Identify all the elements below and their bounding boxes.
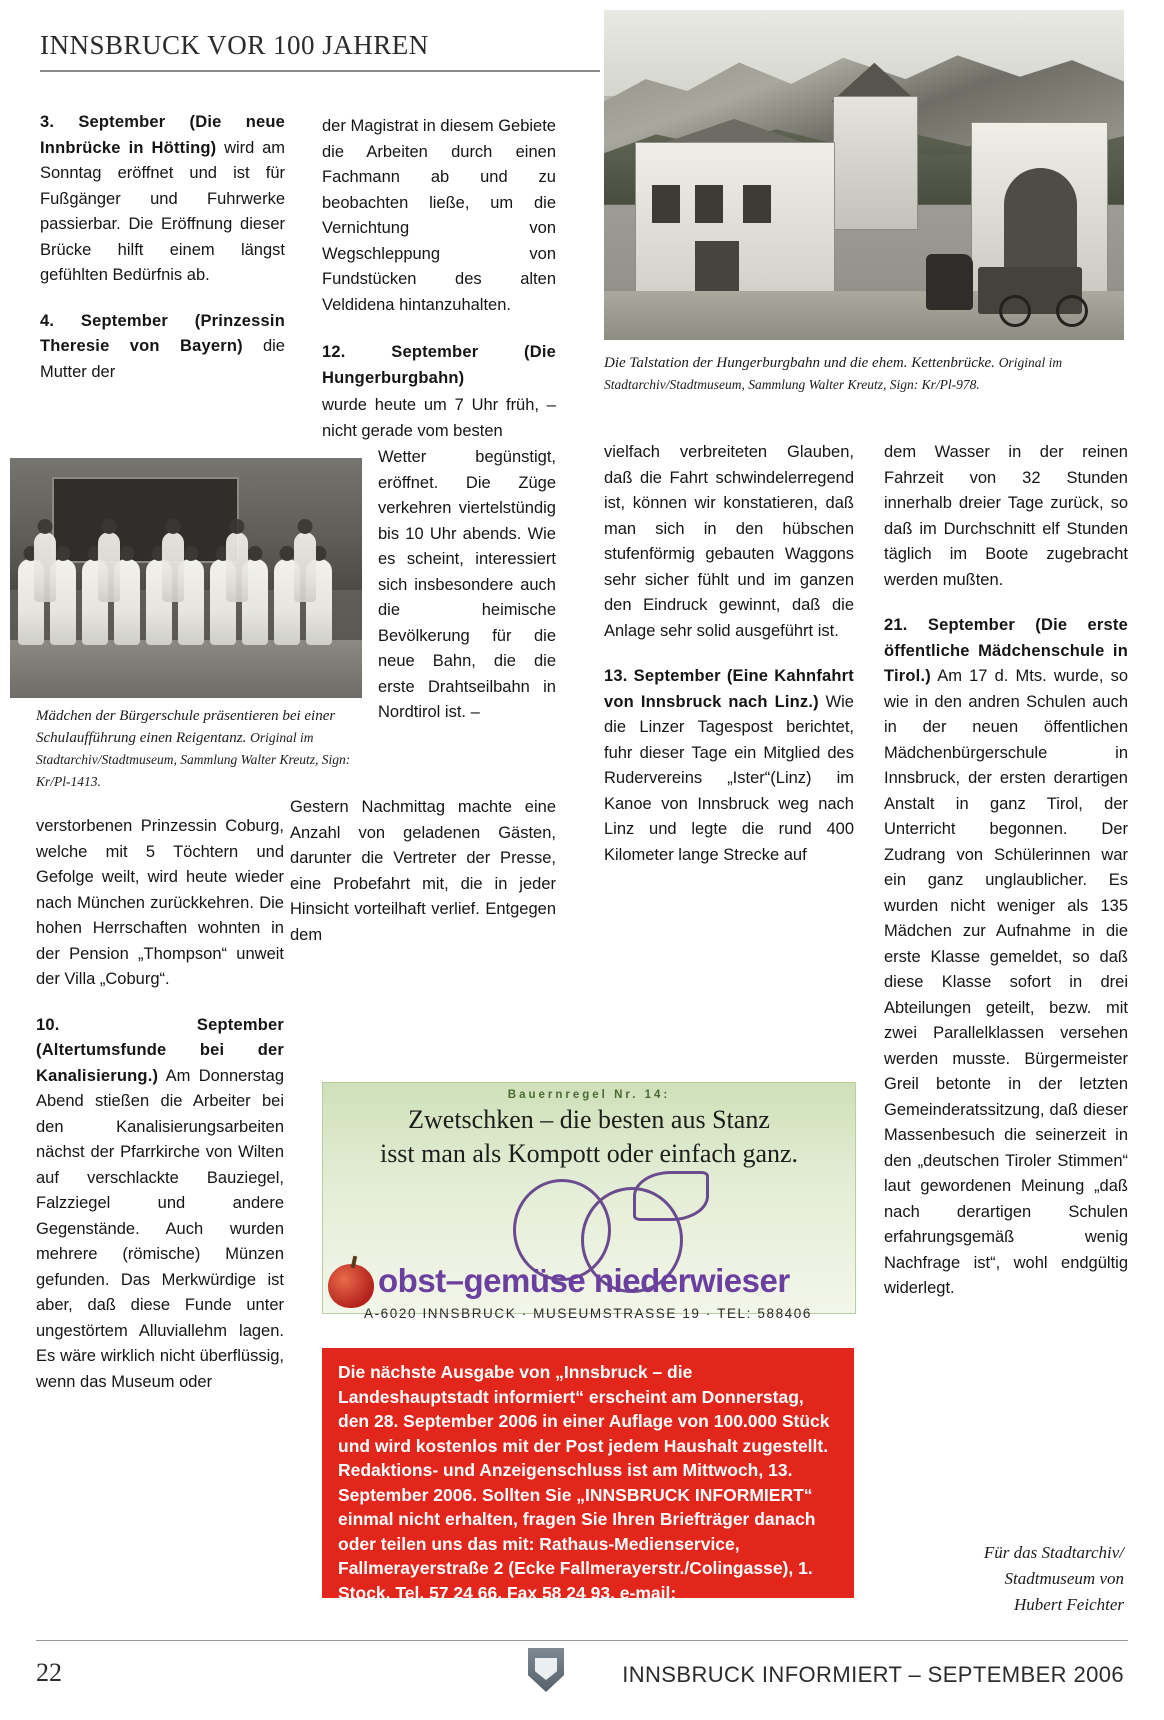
caption-hungerburgbahn bbox=[604, 352, 1124, 396]
column-2-top bbox=[322, 114, 556, 318]
photo-window bbox=[695, 185, 723, 223]
entry-body-4-sept: die Mutter der bbox=[40, 337, 285, 381]
photo-tower bbox=[833, 96, 918, 230]
entry-lead-4-sept: 4. September (Prinzessin Theresie von Bayern) bbox=[40, 311, 285, 355]
signature-line-2: Stadtmuseum von bbox=[1004, 1569, 1124, 1588]
photo-horse bbox=[926, 254, 973, 310]
apple-icon bbox=[328, 1264, 374, 1308]
entry-lead-21-sept: 21. September (Die erste öffentliche Mädchenschule in Tirol.) bbox=[884, 616, 1128, 685]
entry-body-continued-3: vielfach verbreiteten Glauben, daß die Fahrt schwindelerregend ist, können wir konstatieren, daß man sich in den hübschen stufenförmig gebauten Waggons sehr sicher fühlt und im ganzen den Eindruck gewinnt, daß die Anlage sehr solid ausgeführt ist. bbox=[604, 443, 854, 640]
entry-body-12-sept-b: Wetter begünstigt, eröffnet. Die Züge verkehren viertelstündig bis 10 Uhr abends. Wie es scheint, interessiert sich insbesondere auch die heimische Bevölkerung für die neue Bahn, die die erste Drahtseilbahn in Nordtirol ist. – bbox=[378, 448, 556, 721]
page-title: INNSBRUCK VOR 100 JAHREN bbox=[40, 30, 429, 60]
photo-girl bbox=[162, 532, 184, 602]
ad-obst-address: A-6020 INNSBRUCK · MUSEUMSTRASSE 19 · TEL: 588406 bbox=[363, 1306, 813, 1321]
ad-bauernregel-title: Bauernregel Nr. 14: bbox=[507, 1089, 671, 1101]
page-number: 22 bbox=[36, 1658, 62, 1687]
footer-divider bbox=[36, 1640, 1128, 1641]
entry-lead-10-sept: 10. September (Altertumsfunde bei der Kanalisierung.) bbox=[36, 1015, 284, 1085]
caption-text: Die Talstation der Hungerburgbahn und die ehem. Kettenbrücke. bbox=[604, 355, 995, 371]
entry-lead-13-sept: 13. September (Eine Kahnfahrt von Innsbruck nach Linz.) bbox=[604, 667, 854, 711]
photo-girl bbox=[226, 532, 248, 602]
city-crest-icon bbox=[528, 1648, 564, 1692]
caption-source: Original im Stadtarchiv/Stadtmuseum, Sammlung Walter Kreutz, Sign: Kr/Pl-978. bbox=[604, 355, 1063, 392]
signature-block bbox=[824, 1540, 1124, 1618]
column-2-lead bbox=[322, 340, 556, 391]
column-3 bbox=[604, 440, 854, 868]
entry-body-4-sept-cont: verstorbenen Prinzessin Coburg, welche mit 5 Töchtern und Gefolge weilt, wird heute wieder nach München zurückkehren. Die hohen Herrschaften wohnten in der Pension „Thompson“ unweit der Villa „Coburg“. bbox=[36, 817, 284, 988]
entry-body-12-sept-a: wurde heute um 7 Uhr früh, – nicht gerade vom besten bbox=[322, 396, 556, 440]
column-4 bbox=[884, 440, 1128, 1302]
photo-cart-wheel bbox=[999, 295, 1031, 327]
leaf-icon bbox=[633, 1171, 709, 1221]
photo-stage-backdrop bbox=[52, 477, 239, 563]
caption-text: Mädchen der Bürgerschule präsentieren bei einer Schulaufführung einen Reigentanz. bbox=[36, 708, 336, 746]
entry-body-3-sept: wird am Sonntag eröffnet und ist für Fußgänger und Fuhrwerke passierbar. Die Eröffnung dieser Brücke hilft einem längst gefühlten Bedürfnis ab. bbox=[40, 138, 285, 284]
entry-body-continued-4: dem Wasser in der reinen Fahrzeit von 32 Stunden innerhalb dreier Tage zurück, so daß im Durchschnitt elf Stunden täglich im Boote zugebracht werden mußten. bbox=[884, 443, 1128, 589]
header-divider bbox=[40, 70, 600, 72]
entry-body-13-sept: Wie die Linzer Tagespost berichtet, fuhr dieser Tage ein Mitglied des Rudervereins „Ister“(Linz) im Kanoe von Innsbruck weg nach Linz und legte die rund 400 Kilometer lange Strecke auf bbox=[604, 692, 854, 864]
entry-body-21-sept: Am 17 d. Mts. wurde, so wie in den andren Schulen auch in der neuen öffentlichen Mädchenbürgerschule in Innsbruck, der ersten derartigen Anstalt in ganz Tirol, der Unterricht begonnen. Der Zudrang von Schülerinnen war ein ganz unglaublicher. Es wurden nicht weniger als 135 Mädchen zur Aufnahme in die erste Klasse gemeldet, so daß diese Klasse sofort in drei Abteilungen geteilt, bezw. mit zwei Parallelklassen versehen werden musste. Bürgermeister Greil betonte in der letzten Gemeinderatssitzung, daß dieser Massenbesuch die seinerzeit in den „deutschen Tiroler Stimmen“ laut gewordenen Meinung „daß nach derartigen Schulen erfahrungsgemäß wenig Nachfrage ist“, wohl endgültig widerlegt. bbox=[884, 667, 1128, 1297]
entry-lead-3-sept: 3. September (Die neue Innbrücke in Hötting) bbox=[40, 113, 285, 157]
ad-next-issue-text: Die nächste Ausgabe von „Innsbruck – die Landeshauptstadt informiert“ erscheint am Donnerstag, den 28. September 2006 in einer Auflage von 100.000 Stück und wird kostenlos mit der Post jedem Haushalt zugestellt. Redaktions- und Anzeigenschluss ist am Mittwoch, 13. September 2006. Sollten Sie „INNSBRUCK INFORMIERT“ einmal nicht erhalten, fragen Sie Ihren Briefträger danach oder teilen uns das mit: Rathaus-Medienservice, Fallmerayerstraße 2 (Ecke Fallmerayerstr./Colingasse), 1. Stock, Tel. 57 24 66, Fax 58 24 93, e-mail: medienservice@magibk.at bbox=[338, 1362, 830, 1627]
ad-next-issue-box[interactable] bbox=[322, 1348, 854, 1627]
column-2-body-b bbox=[378, 445, 556, 726]
photo-hungerburgbahn-station bbox=[604, 10, 1124, 340]
caption-source: Original im Stadtarchiv/Stadtmuseum, Sammlung Walter Kreutz, Sign: Kr/Pl-1413. bbox=[36, 730, 351, 789]
ad-bauernregel-line1: Zwetschken – die besten aus Stanz bbox=[408, 1105, 770, 1134]
photo-cart-wheel bbox=[1056, 295, 1088, 327]
photo-girl bbox=[34, 532, 56, 602]
entry-body-12-sept-c: Gestern Nachmittag machte eine Anzahl von geladenen Gästen, darunter die Vertreter der Presse, eine Probefahrt mit, die in jeder Hinsicht vorteilhaft verlief. Entgegen dem bbox=[290, 798, 556, 944]
photo-girls-school-dance bbox=[10, 458, 362, 698]
signature-line-3: Hubert Feichter bbox=[1014, 1595, 1124, 1614]
ad-bauernregel-line2: isst man als Kompott oder einfach ganz. bbox=[379, 1139, 799, 1168]
photo-girl bbox=[294, 532, 316, 602]
ad-obst-gemuese-niederwieser[interactable] bbox=[322, 1262, 854, 1340]
photo-girl bbox=[98, 532, 120, 602]
photo-window bbox=[743, 185, 771, 223]
crest-inner-shape bbox=[535, 1658, 557, 1680]
column-1-continued bbox=[36, 814, 284, 1395]
photo-window bbox=[652, 185, 680, 223]
entry-body-continued: der Magistrat in diesem Gebiete die Arbeiten durch einen Fachmann ab und zu beobachten ließe, um die Vernichtung von Wegschleppung von Fundstücken des alten Veldidena hintanzuhalten. bbox=[322, 117, 556, 314]
footer-text: INNSBRUCK INFORMIERT – SEPTEMBER 2006 bbox=[622, 1662, 1124, 1687]
signature-line-1: Für das Stadtarchiv/ bbox=[983, 1543, 1124, 1562]
photo-floor bbox=[10, 640, 362, 698]
entry-body-10-sept: Am Donnerstag Abend stießen die Arbeiter bei den Kanalisierungsarbeiten nächst der Pfarrkirche von Wilten auf verschlackte Bauziegel, Falzziegel und andere Gegenstände. Auch wurden mehrere (römische) Münzen gefunden. Das Merkwürdige ist aber, daß diese Funde unter ungestörtem Alluviallehm lagen. Es wäre wirklich nicht überflüssig, wenn das Museum oder bbox=[36, 1066, 284, 1391]
column-1-top bbox=[40, 110, 285, 385]
page-header bbox=[40, 30, 600, 61]
ad-obst-name: obst–gemüse niederwieser bbox=[378, 1262, 790, 1299]
column-2-body-c bbox=[290, 795, 556, 948]
caption-girls-school bbox=[36, 706, 366, 793]
entry-lead-12-sept: 12. September (Die Hungerburgbahn) bbox=[322, 343, 556, 387]
